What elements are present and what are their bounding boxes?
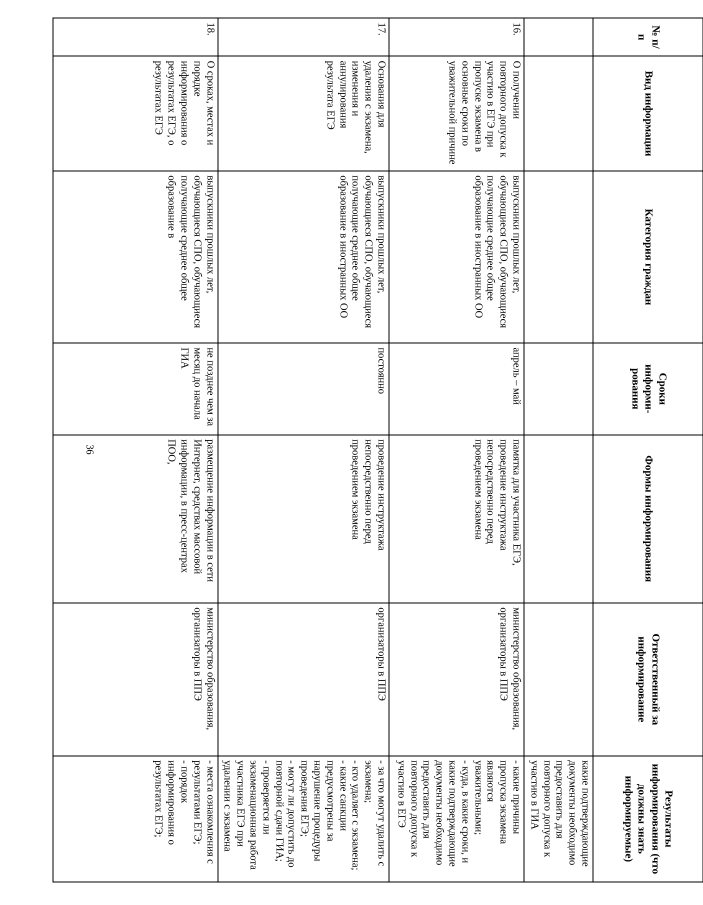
- page-number: 36: [83, 444, 95, 455]
- cell-results: какие подтверждающие документы необходимо предоставить для повторного допуска к участию в ГИА: [524, 755, 593, 881]
- cell-forms: проведение инструктажа непосредственно перед проведением экзамена: [217, 434, 388, 602]
- result-item: - какие санкции предусмотрены за нарушение процедуры проведения ЕГЭ;: [298, 759, 348, 861]
- result-item: - какие причины пропуска экзамена являются уважительными;: [471, 759, 522, 844]
- cell-results: [217, 755, 388, 881]
- header-type: Вид информации: [593, 56, 703, 171]
- cell-num: 18.: [52, 18, 217, 56]
- info-table-wrapper: [125, 17, 703, 882]
- cell-results: [52, 755, 217, 881]
- cell-empty: [524, 602, 593, 755]
- header-results: Результаты информирования (что должны знать информируемые): [593, 755, 703, 881]
- cell-terms: не позднее чем за месяц до начала ГИА: [52, 342, 217, 434]
- cell-category: выпускники прошлых лет, обучающиеся СПО, обучающиеся получающие среднее общее образование в иностранных ОО: [389, 170, 524, 342]
- info-table: [52, 17, 703, 882]
- cell-empty: [524, 434, 593, 602]
- header-num: № п/п: [593, 18, 703, 56]
- table-row: [389, 18, 524, 882]
- cell-forms: размещение информации в сети Интернет, средствах массовой информации, в пресс-центрах ПОО,: [52, 434, 217, 602]
- cell-type: О получении повторного допуска к участию в ЕГЭ при пропуске экзамена в основные сроки по уважительной причине: [389, 56, 524, 171]
- header-forms: Формы информирования: [593, 434, 703, 602]
- cell-category: выпускники прошлых лет, обучающиеся СПО, обучающиеся получающие среднее общее образование в иностранных ОО: [217, 170, 388, 342]
- cell-terms: апрель – май: [389, 342, 524, 434]
- cell-terms: постоянно: [217, 342, 388, 434]
- table-row: [52, 18, 217, 882]
- cell-responsible: министерство образования, организаторы в ППЭ: [389, 602, 524, 755]
- cell-responsible: организаторы в ППЭ: [217, 602, 388, 755]
- header-responsible: Ответственный за информирование: [593, 602, 703, 755]
- cell-empty: [524, 56, 593, 171]
- result-item: - порядок информирования о результатах ЕГЭ;: [152, 759, 190, 845]
- cell-responsible: министерство образования, организаторы в ППЭ: [52, 602, 217, 755]
- result-item: - могут ли допустить до повторной сдачи ГИА;: [272, 759, 297, 867]
- result-item: - проверяется ли экзаменационная работа участника ЕГЭ при удалении с экзамена: [221, 759, 271, 870]
- cell-num: 16.: [389, 18, 524, 56]
- cell-results: [389, 755, 524, 881]
- cell-empty: [524, 18, 593, 56]
- header-terms: Сроки информи-рования: [593, 342, 703, 434]
- result-item: - куда, в какие сроки, и какие подтверждающие документы необходимо предоставить для повторного допуска к участию в ЕГЭ: [394, 759, 470, 867]
- cell-num: 17.: [217, 18, 388, 56]
- cell-type: О сроках, местах и порядке информирования о результатах ЕГЭ, о результатах ЕГЭ: [52, 56, 217, 171]
- table-row: [217, 18, 388, 882]
- cell-type: Основания для удаления с экзамена, изменения и аннулирования результата ЕГЭ: [217, 56, 388, 171]
- cell-empty: [524, 342, 593, 434]
- cell-forms: памятка для участника ЕГЭ, проведение инструктажа непосредственно перед проведением экзамена: [389, 434, 524, 602]
- cell-empty: [524, 170, 593, 342]
- cell-category: выпускники прошлых лет, обучающиеся СПО, обучающиеся получающие среднее общее образование в: [52, 170, 217, 342]
- result-item: - места ознакомления с результатами ЕГЭ;: [190, 759, 215, 864]
- table-row-continued: [524, 18, 593, 882]
- header-category: Категория граждан: [593, 170, 703, 342]
- table-header-row: [593, 18, 703, 882]
- result-item: - за что могут удалить с экзамена;: [362, 759, 387, 866]
- result-item: - кто удаляет с экзамена;: [349, 759, 361, 870]
